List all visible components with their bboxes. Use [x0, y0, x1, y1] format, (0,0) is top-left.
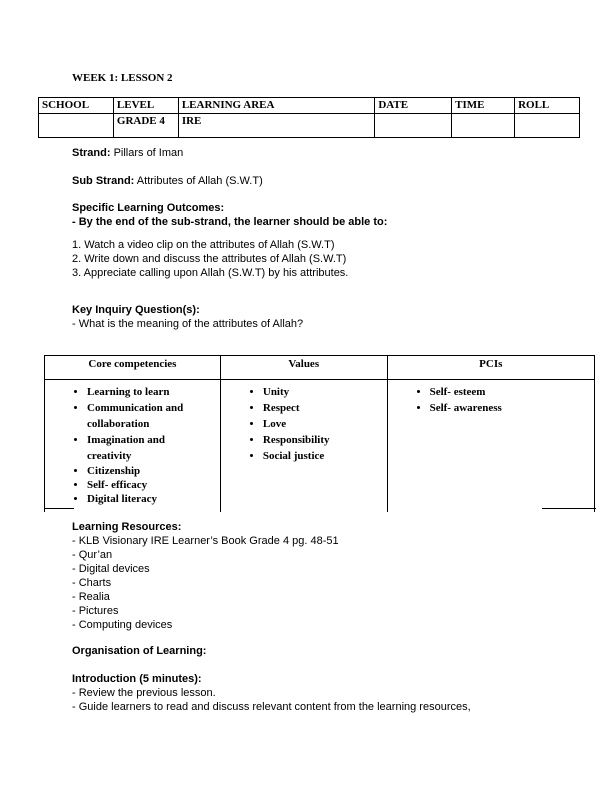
outcome-item: 2. Write down and discuss the attributes of Allah (S.W.T) — [72, 253, 347, 265]
organisation-title: Organisation of Learning: — [72, 645, 207, 657]
sub-strand-label: Sub Strand: — [72, 175, 135, 187]
inquiry-title: Key Inquiry Question(s): — [72, 304, 200, 316]
table-bottom-border — [542, 508, 596, 509]
introduction-item: - Guide learners to read and discuss relevant content from the learning resources, — [72, 701, 471, 713]
header-date: DATE — [375, 98, 452, 114]
header-roll: ROLL — [515, 98, 580, 114]
core-competency-item: • Digital literacy — [87, 492, 220, 506]
info-value-row — [39, 114, 580, 138]
resource-item: - Digital devices — [72, 563, 150, 575]
value-item: • Unity — [263, 384, 387, 400]
introduction-item: - Review the previous lesson. — [72, 687, 216, 699]
resources-section — [72, 520, 339, 632]
introduction-title: Introduction (5 minutes): — [72, 673, 202, 685]
sub-strand-value: Attributes of Allah (S.W.T) — [136, 175, 263, 187]
pcis-cell — [387, 380, 594, 513]
value-date — [375, 114, 452, 138]
info-header-row — [39, 98, 580, 114]
resource-item: - Computing devices — [72, 619, 173, 631]
strand-value: Pillars of Iman — [113, 147, 184, 159]
header-learning-area: LEARNING AREA — [178, 98, 375, 114]
value-item: • Responsibility — [263, 432, 387, 448]
header-values: Values — [220, 356, 387, 380]
lesson-info-table — [38, 97, 580, 138]
resources-title: Learning Resources: — [72, 521, 182, 533]
competencies-header-row — [45, 356, 595, 380]
resource-item: - Qur’an — [72, 549, 113, 561]
value-item: • Respect — [263, 400, 387, 416]
core-competency-item: • Citizenship — [87, 464, 220, 478]
competencies-body-row — [45, 380, 595, 513]
header-school: SCHOOL — [39, 98, 114, 114]
values-cell — [220, 380, 387, 513]
outcome-item: 3. Appreciate calling upon Allah (S.W.T) by his attributes. — [72, 267, 349, 279]
inquiry-section — [72, 303, 303, 331]
inquiry-item: - What is the meaning of the attributes of Allah? — [72, 318, 304, 330]
strand — [72, 147, 183, 159]
value-item: • Social justice — [263, 448, 387, 464]
table-bottom-border — [44, 508, 74, 509]
core-competency-item: • Communication and collaboration — [87, 400, 197, 432]
pci-item: • Self- awareness — [430, 400, 594, 416]
outcome-item: 1. Watch a video clip on the attributes of Allah (S.W.T) — [72, 239, 335, 251]
outcomes-title: Specific Learning Outcomes: — [72, 202, 225, 214]
header-level: LEVEL — [113, 98, 178, 114]
resource-item: - Pictures — [72, 605, 119, 617]
competencies-table — [44, 355, 595, 512]
resource-item: - KLB Visionary IRE Learner’s Book Grade 4 pg. 48-51 — [72, 535, 339, 547]
value-school — [39, 114, 114, 138]
sub-strand — [72, 175, 263, 187]
core-competency-item: • Self- efficacy — [87, 478, 220, 492]
introduction-section — [72, 672, 471, 714]
value-learning-area: IRE — [178, 114, 375, 138]
outcomes-heading — [72, 201, 387, 229]
core-competency-item: • Imagination and creativity — [87, 432, 187, 464]
value-roll — [515, 114, 580, 138]
strand-label: Strand: — [72, 147, 111, 159]
outcomes-subtitle: - By the end of the sub-strand, the learner should be able to: — [72, 216, 388, 228]
header-time: TIME — [452, 98, 515, 114]
value-item: • Love — [263, 416, 387, 432]
resource-item: - Charts — [72, 577, 112, 589]
value-time — [452, 114, 515, 138]
resource-item: - Realia — [72, 591, 110, 603]
pci-item: • Self- esteem — [430, 384, 594, 400]
header-core-competencies: Core competencies — [45, 356, 221, 380]
value-level: GRADE 4 — [113, 114, 178, 138]
outcomes-list — [72, 238, 348, 280]
header-pcis: PCIs — [387, 356, 594, 380]
lesson-title: WEEK 1: LESSON 2 — [72, 72, 173, 84]
core-competency-item: • Learning to learn — [87, 384, 220, 400]
core-competencies-cell — [45, 380, 221, 513]
